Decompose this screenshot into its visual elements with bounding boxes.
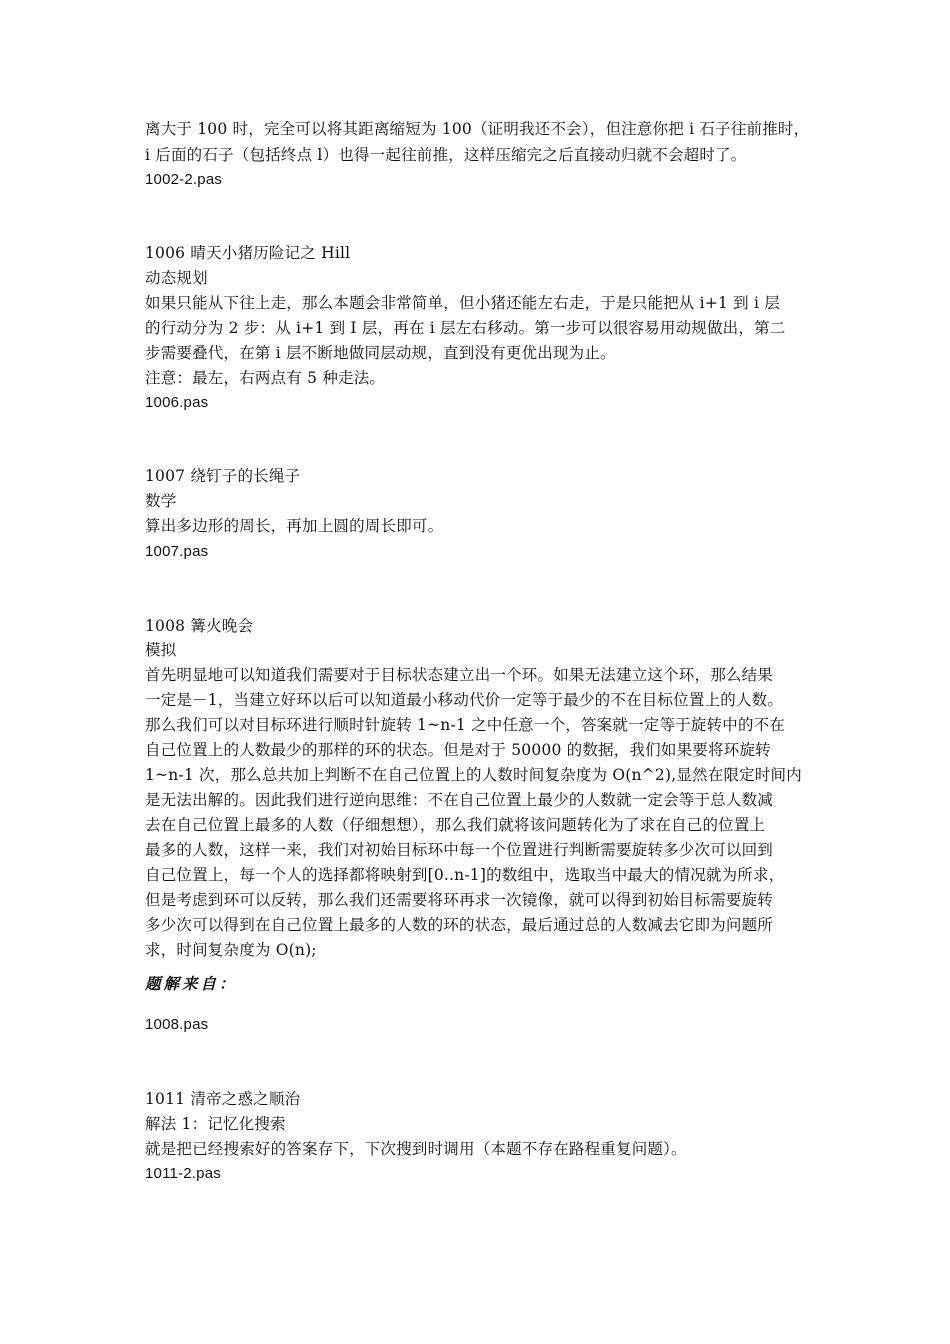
text-line: 注意：最左，右两点有 5 种走法。 <box>145 369 386 387</box>
text-line: 自己位置上的人数最少的那样的环的状态。但是对于 50000 的数据，我们如果要将环旋转 <box>145 741 771 759</box>
text-line: 但是考虑到环可以反转，那么我们还需要将环再求一次镜像，就可以得到初始目标需要旋转 <box>145 891 774 909</box>
section-title-1008: 1008 篝火晚会 <box>145 617 254 635</box>
text-line: 如果只能从下往上走，那么本题会非常简单，但小猪还能左右走，于是只能把从 i+1 到 i 层 <box>145 294 780 312</box>
section-category-1008: 模拟 <box>145 641 177 659</box>
text-line: 首先明显地可以知道我们需要对于目标状态建立出一个环。如果无法建立这个环，那么结果 <box>145 666 774 684</box>
section-title-1011: 1011 清帝之惑之顺治 <box>145 1090 301 1108</box>
text-line: 一定是－1，当建立好环以后可以知道最小移动代价一定等于最少的不在目标位置上的人数。 <box>145 691 784 709</box>
source-note: 题解来自： <box>145 974 238 993</box>
section-category-1006: 动态规划 <box>145 269 208 287</box>
file-name: 1002-2.pas <box>145 171 223 188</box>
text-line: i 后面的石子（包括终点 l）也得一起往前推，这样压缩完之后直接动归就不会超时了。 <box>145 146 747 164</box>
section-title-1006: 1006 晴天小猪历险记之 Hill <box>145 244 351 262</box>
text-line: 自己位置上，每一个人的选择都将映射到[0..n-1]的数组中，选取当中最大的情况就为所求， <box>145 866 785 884</box>
text-line: 那么我们可以对目标环进行顺时针旋转 1~n-1 之中任意一个，答案就一定等于旋转中的不在 <box>145 716 786 734</box>
text-line: 1~n-1 次，那么总共加上判断不在自己位置上的人数时间复杂度为 O(n^2),显然在限定时间内 <box>145 766 802 784</box>
section-title-1007: 1007 绕钉子的长绳子 <box>145 467 301 485</box>
section-category-1011: 解法 1：记忆化搜索 <box>145 1115 286 1133</box>
text-line: 求，时间复杂度为 O(n); <box>145 941 317 959</box>
text-line: 离大于 100 时，完全可以将其距离缩短为 100（证明我还不会），但注意你把 i 石子往前推时， <box>145 120 810 138</box>
text-line: 就是把已经搜索好的答案存下，下次搜到时调用（本题不存在路程重复问题）。 <box>145 1140 687 1158</box>
file-name: 1011-2.pas <box>145 1165 221 1182</box>
section-category-1007: 数学 <box>145 492 177 510</box>
text-line: 是无法出解的。因此我们进行逆向思维：不在自己位置上最少的人数就一定会等于总人数减 <box>145 791 774 809</box>
text-line: 的行动分为 2 步：从 i+1 到 I 层，再在 i 层左右移动。第一步可以很容易用动规做出，第二 <box>145 319 786 337</box>
text-line: 算出多边形的周长，再加上圆的周长即可。 <box>145 517 444 535</box>
file-name: 1006.pas <box>145 394 209 411</box>
text-line: 步需要叠代，在第 i 层不断地做同层动规，直到没有更优出现为止。 <box>145 344 616 362</box>
file-name: 1008.pas <box>145 1016 209 1033</box>
text-line: 去在自己位置上最多的人数（仔细想想），那么我们就将该问题转化为了求在自己的位置上 <box>145 816 766 834</box>
text-line: 最多的人数，这样一来，我们对初始目标环中每一个位置进行判断需要旋转多少次可以回到 <box>145 841 774 859</box>
text-line: 多少次可以得到在自己位置上最多的人数的环的状态，最后通过总的人数减去它即为问题所 <box>145 916 774 934</box>
file-name: 1007.pas <box>145 543 209 560</box>
